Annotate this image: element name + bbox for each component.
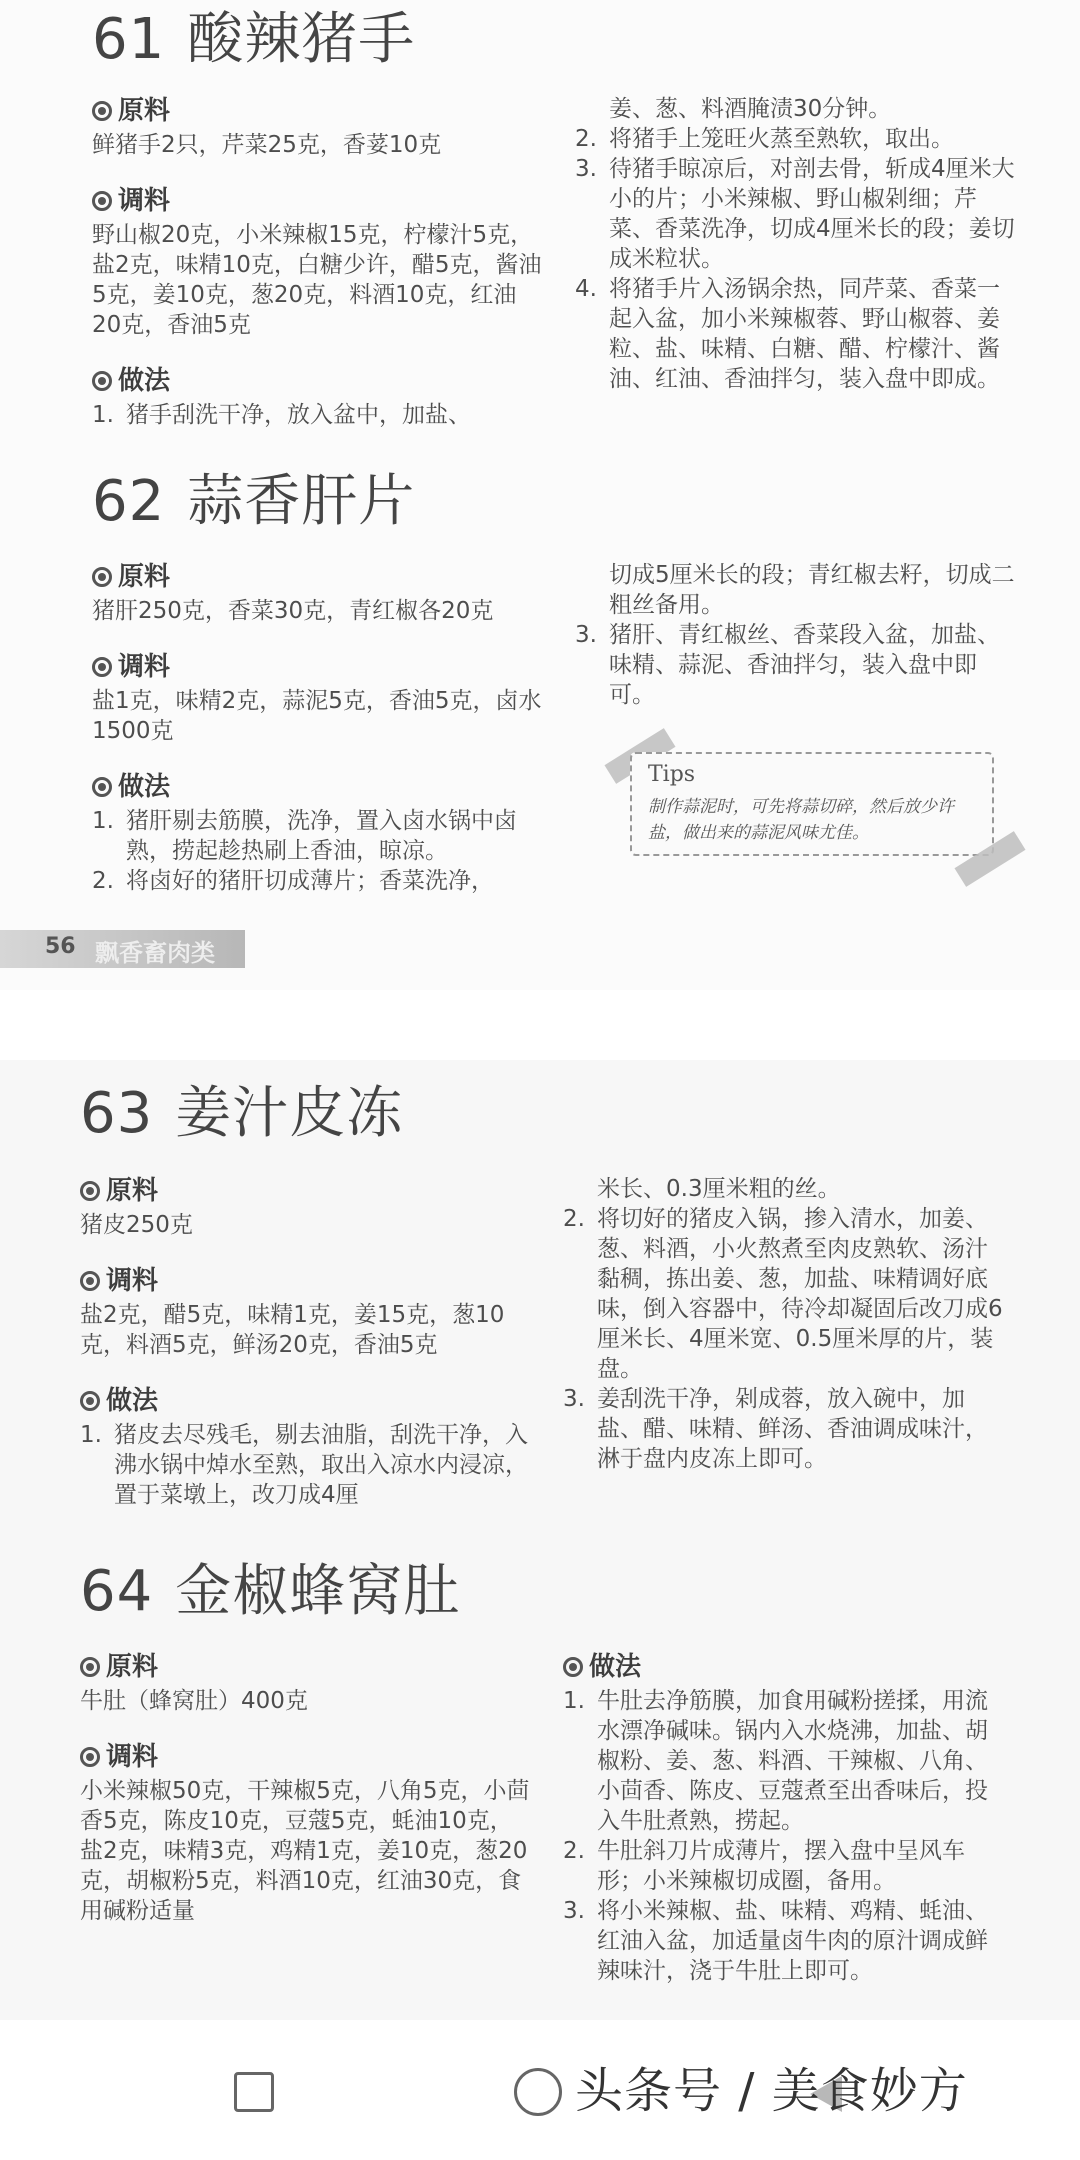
seasoning-heading: 调料 xyxy=(92,186,542,216)
ingredients-heading: 原料 xyxy=(80,1652,530,1682)
method-steps xyxy=(92,806,542,896)
recipe-number: 62 xyxy=(92,469,166,534)
recipe-63-left-column xyxy=(80,1176,530,1510)
page-gap xyxy=(0,990,1080,1060)
step-item: 3. 待猪手晾凉后，对剖去骨，斩成4厘米大小的片；小米辣椒、野山椒剁细；芹菜、香菜洗净，切成4厘米长的段；姜切成米粒状。 xyxy=(575,156,1015,272)
home-icon[interactable] xyxy=(514,2068,562,2116)
recipe-64-left-column xyxy=(80,1652,530,1926)
step-item: 1. 猪肝剔去筋膜，洗净，置入卤水锅中卤熟，捞起趁热刷上香油，晾凉。 xyxy=(92,808,517,864)
recipe-62-left-column xyxy=(92,562,542,896)
bullet-icon xyxy=(563,1657,583,1677)
recent-apps-icon[interactable] xyxy=(234,2072,274,2112)
step-item: 1. 猪皮去尽残毛，剔去油脂，刮洗干净，入沸水锅中焯水至熟，取出入凉水内浸凉，置于菜墩上，改刀成4厘 xyxy=(80,1422,528,1508)
ingredients-heading: 原料 xyxy=(92,96,542,126)
bullet-icon xyxy=(92,371,112,391)
bullet-icon xyxy=(80,1271,100,1291)
seasoning-text: 野山椒20克，小米辣椒15克，柠檬汁5克，盐2克，味精10克，白糖少许，醋5克，酱油5克，姜10克，葱20克，料酒10克，红油20克，香油5克 xyxy=(92,222,542,338)
step-item: 2. 将卤好的猪肝切成薄片；香菜洗净， xyxy=(92,868,494,894)
method-steps xyxy=(92,400,542,430)
bullet-icon xyxy=(92,777,112,797)
recipe-61-right-column xyxy=(575,94,1020,394)
method-steps xyxy=(563,1686,1008,1986)
seasoning-text: 小米辣椒50克，干辣椒5克，八角5克，小茴香5克，陈皮10克，豆蔻5克，蚝油10克，盐2克，味精3克，鸡精1克，姜10克，葱20克，胡椒粉5克，料酒10克，红油30克，食用碱粉适量 xyxy=(80,1778,530,1924)
recipe-64-right-column xyxy=(563,1652,1008,1986)
recipe-63-title xyxy=(80,1082,403,1146)
recipe-name: 酸辣猪手 xyxy=(187,7,416,72)
recipe-number: 64 xyxy=(80,1559,154,1624)
seasoning-heading: 调料 xyxy=(92,652,542,682)
section-title: 飘香畜肉类 xyxy=(95,939,215,967)
method-heading: 做法 xyxy=(563,1652,1008,1682)
bullet-icon xyxy=(80,1391,100,1411)
ingredients-text: 鲜猪手2只，芹菜25克，香荽10克 xyxy=(92,132,442,158)
bullet-icon xyxy=(92,657,112,677)
tips-label: Tips xyxy=(648,762,696,787)
method-heading: 做法 xyxy=(92,772,542,802)
step-item: 3. 猪肝、青红椒丝、香菜段入盆，加盐、味精、蒜泥、香油拌匀，装入盘中即可。 xyxy=(575,622,1000,708)
ingredients-heading: 原料 xyxy=(80,1176,530,1206)
bullet-icon xyxy=(92,191,112,211)
method-steps xyxy=(575,124,1020,394)
step-item: 1. 牛肚去净筋膜，加食用碱粉搓揉，用流水漂净碱味。锅内入水烧沸，加盐、胡椒粉、姜、葱、料酒、干辣椒、八角、小茴香、陈皮、豆蔻煮至出香味后，投入牛肚煮熟，捞起。 xyxy=(563,1688,988,1834)
method-heading: 做法 xyxy=(92,366,542,396)
tips-box xyxy=(630,752,994,856)
watermark-text: 头条号 / 美食妙方 xyxy=(575,2063,968,2119)
step-item: 3. 姜刮洗干净，剁成蓉，放入碗中，加盐、醋、味精、鲜汤、香油调成味汁，淋于盘内皮冻上即可。 xyxy=(563,1386,988,1472)
step-continuation: 米长、0.3厘米粗的丝。 xyxy=(597,1176,841,1202)
method-steps xyxy=(80,1420,530,1510)
ingredients-text: 猪皮250克 xyxy=(80,1212,193,1238)
step-continuation: 切成5厘米长的段；青红椒去籽，切成二粗丝备用。 xyxy=(609,562,1015,618)
page-footer xyxy=(0,930,245,968)
bullet-icon xyxy=(80,1657,100,1677)
recipe-name: 蒜香肝片 xyxy=(187,469,416,534)
ingredients-text: 牛肚（蜂窝肚）400克 xyxy=(80,1688,308,1714)
step-item: 1. 猪手刮洗干净，放入盆中，加盐、 xyxy=(92,402,471,428)
recipe-61-title xyxy=(92,8,415,72)
bullet-icon xyxy=(92,567,112,587)
recipe-number: 63 xyxy=(80,1081,154,1146)
recipe-62-right-column xyxy=(575,560,1020,710)
seasoning-text: 盐2克，醋5克，味精1克，姜15克，葱10克，料酒5克，鲜汤20克，香油5克 xyxy=(80,1302,505,1358)
page-number: 56 xyxy=(45,934,76,959)
step-item: 2. 将猪手上笼旺火蒸至熟软，取出。 xyxy=(575,126,954,152)
step-item: 4. 将猪手片入汤锅余热，同芹菜、香菜一起入盆，加小米辣椒蓉、野山椒蓉、姜粒、盐、味精、白糖、醋、柠檬汁、酱油、红油、香油拌匀，装入盘中即成。 xyxy=(575,276,1000,392)
step-item: 2. 牛肚斜刀片成薄片，摆入盘中呈风车形；小米辣椒切成圈，备用。 xyxy=(563,1838,965,1894)
recipe-61-left-column xyxy=(92,96,542,430)
method-steps xyxy=(563,1204,1008,1474)
recipe-62-title xyxy=(92,470,415,534)
seasoning-text: 盐1克，味精2克，蒜泥5克，香油5克，卤水1500克 xyxy=(92,688,542,744)
seasoning-heading: 调料 xyxy=(80,1266,530,1296)
tips-text: 制作蒜泥时，可先将蒜切碎，然后放少许盐，做出来的蒜泥风味尤佳。 xyxy=(648,797,954,843)
recipe-64-title xyxy=(80,1560,460,1624)
step-item: 3. 将小米辣椒、盐、味精、鸡精、蚝油、红油入盆，加适量卤牛肉的原汁调成鲜辣味汁，浇于牛肚上即可。 xyxy=(563,1898,988,1984)
recipe-number: 61 xyxy=(92,7,166,72)
bullet-icon xyxy=(80,1747,100,1767)
book-page-56 xyxy=(0,0,1080,990)
book-page-57 xyxy=(0,1060,1080,2020)
method-steps xyxy=(575,620,1020,710)
step-continuation: 姜、葱、料酒腌渍30分钟。 xyxy=(609,96,892,122)
recipe-63-right-column xyxy=(563,1174,1008,1474)
step-item: 2. 将切好的猪皮入锅，掺入清水，加姜、葱、料酒，小火熬煮至肉皮熟软、汤汁黏稠，拣出姜、葱，加盐、味精调好底味，倒入容器中，待冷却凝固后改刀成6厘米长、4厘米宽、0.5厘米厚的片，装盘。 xyxy=(563,1206,1003,1382)
ingredients-heading: 原料 xyxy=(92,562,542,592)
ingredients-text: 猪肝250克，香菜30克，青红椒各20克 xyxy=(92,598,494,624)
seasoning-heading: 调料 xyxy=(80,1742,530,1772)
method-heading: 做法 xyxy=(80,1386,530,1416)
recipe-name: 金椒蜂窝肚 xyxy=(175,1559,461,1624)
recipe-name: 姜汁皮冻 xyxy=(175,1081,404,1146)
bullet-icon xyxy=(92,101,112,121)
bullet-icon xyxy=(80,1181,100,1201)
